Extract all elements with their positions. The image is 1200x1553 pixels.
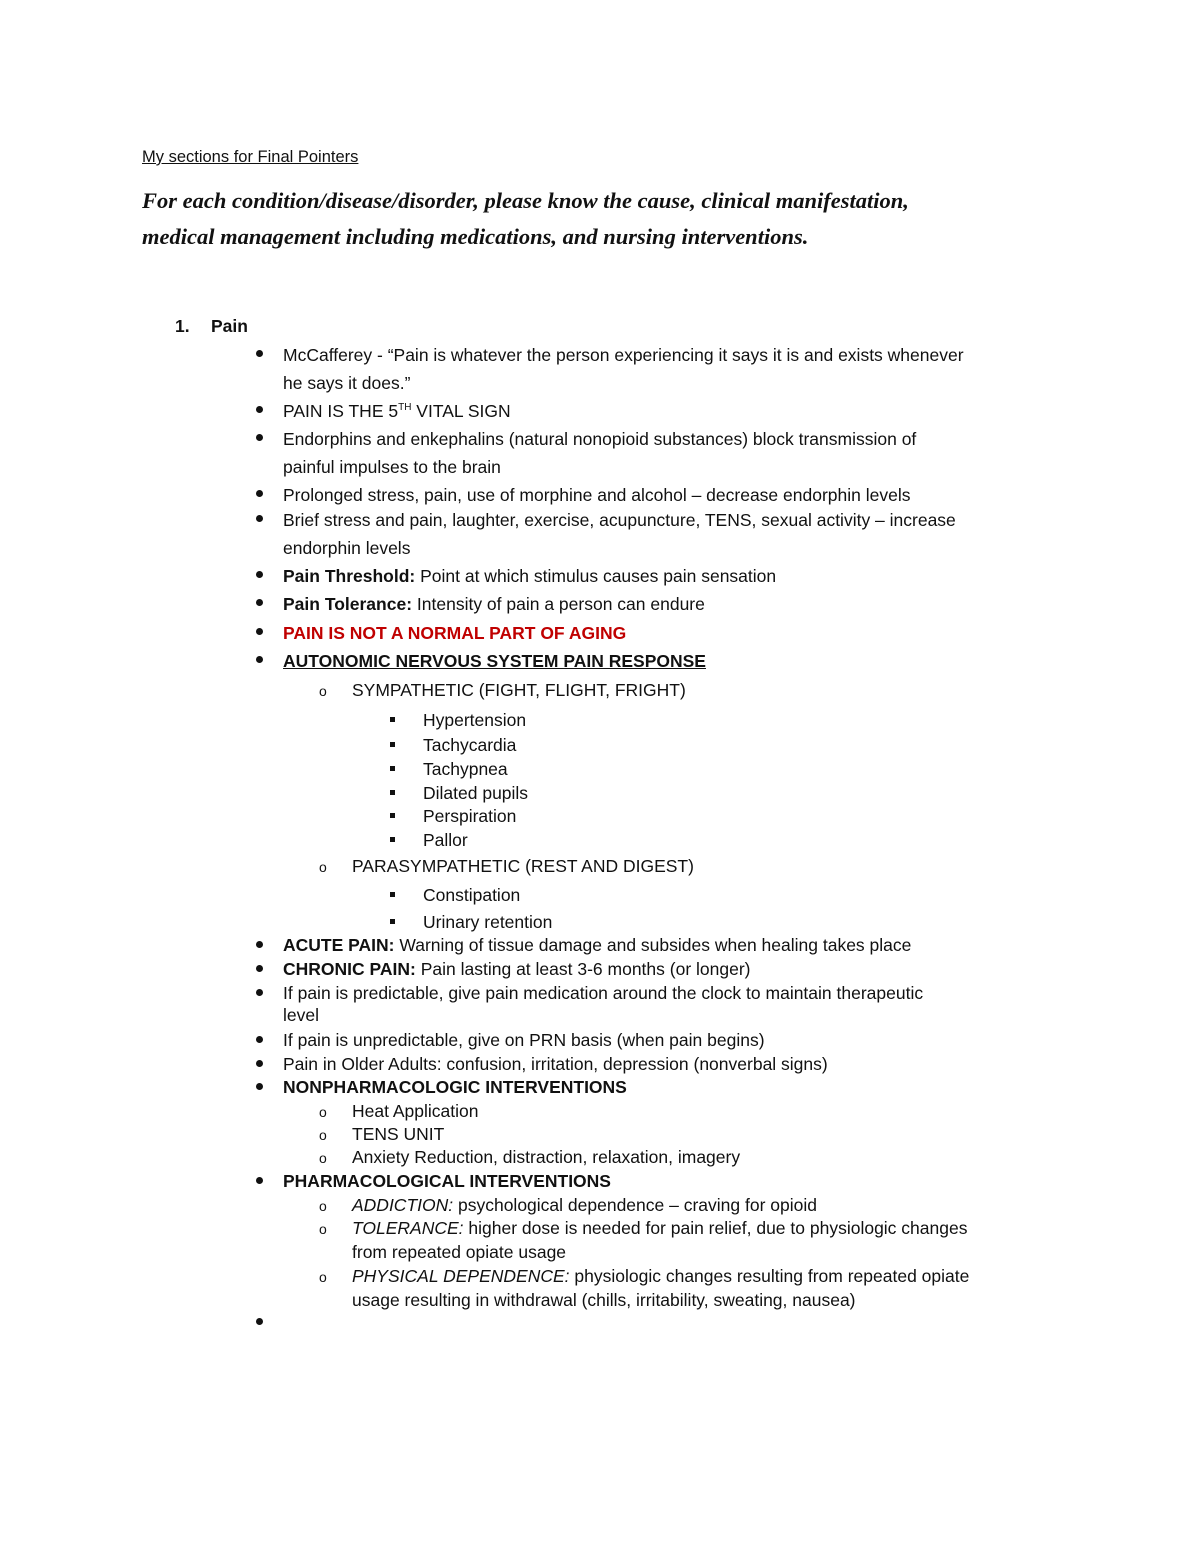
circle-marker: o (319, 1104, 327, 1120)
list-item-endorphins: Endorphins and enkephalins (natural nonopioid substances) block transmission of (283, 429, 917, 449)
list-item-predictable-pain-cont: level (283, 1005, 319, 1025)
circle-marker: o (319, 1150, 327, 1166)
bullet-marker (256, 406, 263, 413)
list-item-older-adults: Pain in Older Adults: confusion, irritation, depression (nonverbal signs) (283, 1054, 828, 1074)
symptom-item: Urinary retention (423, 912, 553, 932)
bullet-marker (256, 656, 263, 663)
list-item-predictable-pain: If pain is predictable, give pain medication around the clock to maintain therapeutic (283, 983, 924, 1003)
square-marker (390, 813, 395, 818)
symptom-item: Tachycardia (423, 735, 517, 755)
symptom-item: Perspiration (423, 806, 517, 826)
list-item-decrease-endorphins: Prolonged stress, pain, use of morphine and alcohol – decrease endorphin levels (283, 485, 911, 505)
sublist-item-sympathetic: SYMPATHETIC (FIGHT, FLIGHT, FRIGHT) (352, 680, 686, 700)
list-item-increase-endorphins-cont: endorphin levels (283, 538, 411, 558)
list-item-fifth-vital-sign: PAIN IS THE 5TH VITAL SIGN (283, 401, 511, 421)
circle-marker: o (319, 683, 327, 699)
list-item-mccafferey-cont: he says it does.” (283, 373, 411, 393)
bullet-marker (256, 515, 263, 522)
sublist-item-parasympathetic: PARASYMPATHETIC (REST AND DIGEST) (352, 856, 694, 876)
bullet-marker (256, 434, 263, 441)
bullet-marker (256, 965, 263, 972)
list-item-unpredictable-pain: If pain is unpredictable, give on PRN basis (when pain begins) (283, 1030, 765, 1050)
square-marker (390, 790, 395, 795)
symptom-item: Hypertension (423, 710, 527, 730)
sublist-item-nonpharm: TENS UNIT (352, 1124, 445, 1144)
circle-marker: o (319, 1198, 327, 1214)
symptom-item: Dilated pupils (423, 783, 529, 803)
symptom-item: Tachypnea (423, 759, 508, 779)
list-item-pain-threshold: Pain Threshold: Point at which stimulus causes pain sensation (283, 566, 777, 586)
circle-marker: o (319, 1269, 327, 1285)
circle-marker: o (319, 1127, 327, 1143)
bullet-marker (256, 1177, 263, 1184)
bullet-marker (256, 599, 263, 606)
circle-marker: o (319, 1221, 327, 1237)
list-item-mccafferey: McCafferey - “Pain is whatever the person experiencing it says it is and exists whenever (283, 345, 964, 365)
sublist-item-physical-dependence-cont: usage resulting in withdrawal (chills, irritability, sweating, nausea) (352, 1290, 856, 1310)
square-marker (390, 919, 395, 924)
bullet-marker (256, 1060, 263, 1067)
list-item-pharm-heading: PHARMACOLOGICAL INTERVENTIONS (283, 1171, 611, 1191)
sublist-item-tolerance-cont: from repeated opiate usage (352, 1242, 567, 1262)
section-number: 1. (175, 316, 190, 336)
bullet-marker (256, 1036, 263, 1043)
square-marker (390, 837, 395, 842)
sublist-item-tolerance: TOLERANCE: higher dose is needed for pain relief, due to physiologic changes (352, 1218, 968, 1238)
bullet-marker (256, 350, 263, 357)
section-title: Pain (211, 316, 248, 336)
list-item-nonpharm-heading: NONPHARMACOLOGIC INTERVENTIONS (283, 1077, 627, 1097)
bullet-marker (256, 490, 263, 497)
bullet-marker (256, 989, 263, 996)
list-item-ans-heading: AUTONOMIC NERVOUS SYSTEM PAIN RESPONSE (283, 651, 706, 671)
sublist-item-physical-dependence: PHYSICAL DEPENDENCE: physiologic changes resulting from repeated opiate (352, 1266, 970, 1286)
circle-marker: o (319, 859, 327, 875)
bullet-marker-empty (256, 1318, 263, 1325)
square-marker (390, 766, 395, 771)
list-item-endorphins-cont: painful impulses to the brain (283, 457, 501, 477)
bullet-marker (256, 1083, 263, 1090)
list-item-pain-tolerance: Pain Tolerance: Intensity of pain a person can endure (283, 594, 705, 614)
list-item-chronic-pain: CHRONIC PAIN: Pain lasting at least 3-6 months (or longer) (283, 959, 751, 979)
instruction-line-1: For each condition/disease/disorder, please know the cause, clinical manifestation, (142, 188, 909, 213)
list-item-acute-pain: ACUTE PAIN: Warning of tissue damage and subsides when healing takes place (283, 935, 912, 955)
bullet-marker (256, 628, 263, 635)
sublist-item-nonpharm: Heat Application (352, 1101, 479, 1121)
list-item-increase-endorphins: Brief stress and pain, laughter, exercise, acupuncture, TENS, sexual activity – increase (283, 510, 956, 530)
instruction-line-2: medical management including medications, and nursing interventions. (142, 224, 809, 249)
sublist-item-addiction: ADDICTION: psychological dependence – craving for opioid (352, 1195, 817, 1215)
sublist-item-nonpharm: Anxiety Reduction, distraction, relaxation, imagery (352, 1147, 741, 1167)
square-marker (390, 742, 395, 747)
list-item-aging-warning: PAIN IS NOT A NORMAL PART OF AGING (283, 623, 627, 643)
bullet-marker (256, 941, 263, 948)
document-title: My sections for Final Pointers (142, 148, 359, 166)
symptom-item: Constipation (423, 885, 521, 905)
bullet-marker (256, 571, 263, 578)
square-marker (390, 892, 395, 897)
symptom-item: Pallor (423, 830, 468, 850)
square-marker (390, 717, 395, 722)
